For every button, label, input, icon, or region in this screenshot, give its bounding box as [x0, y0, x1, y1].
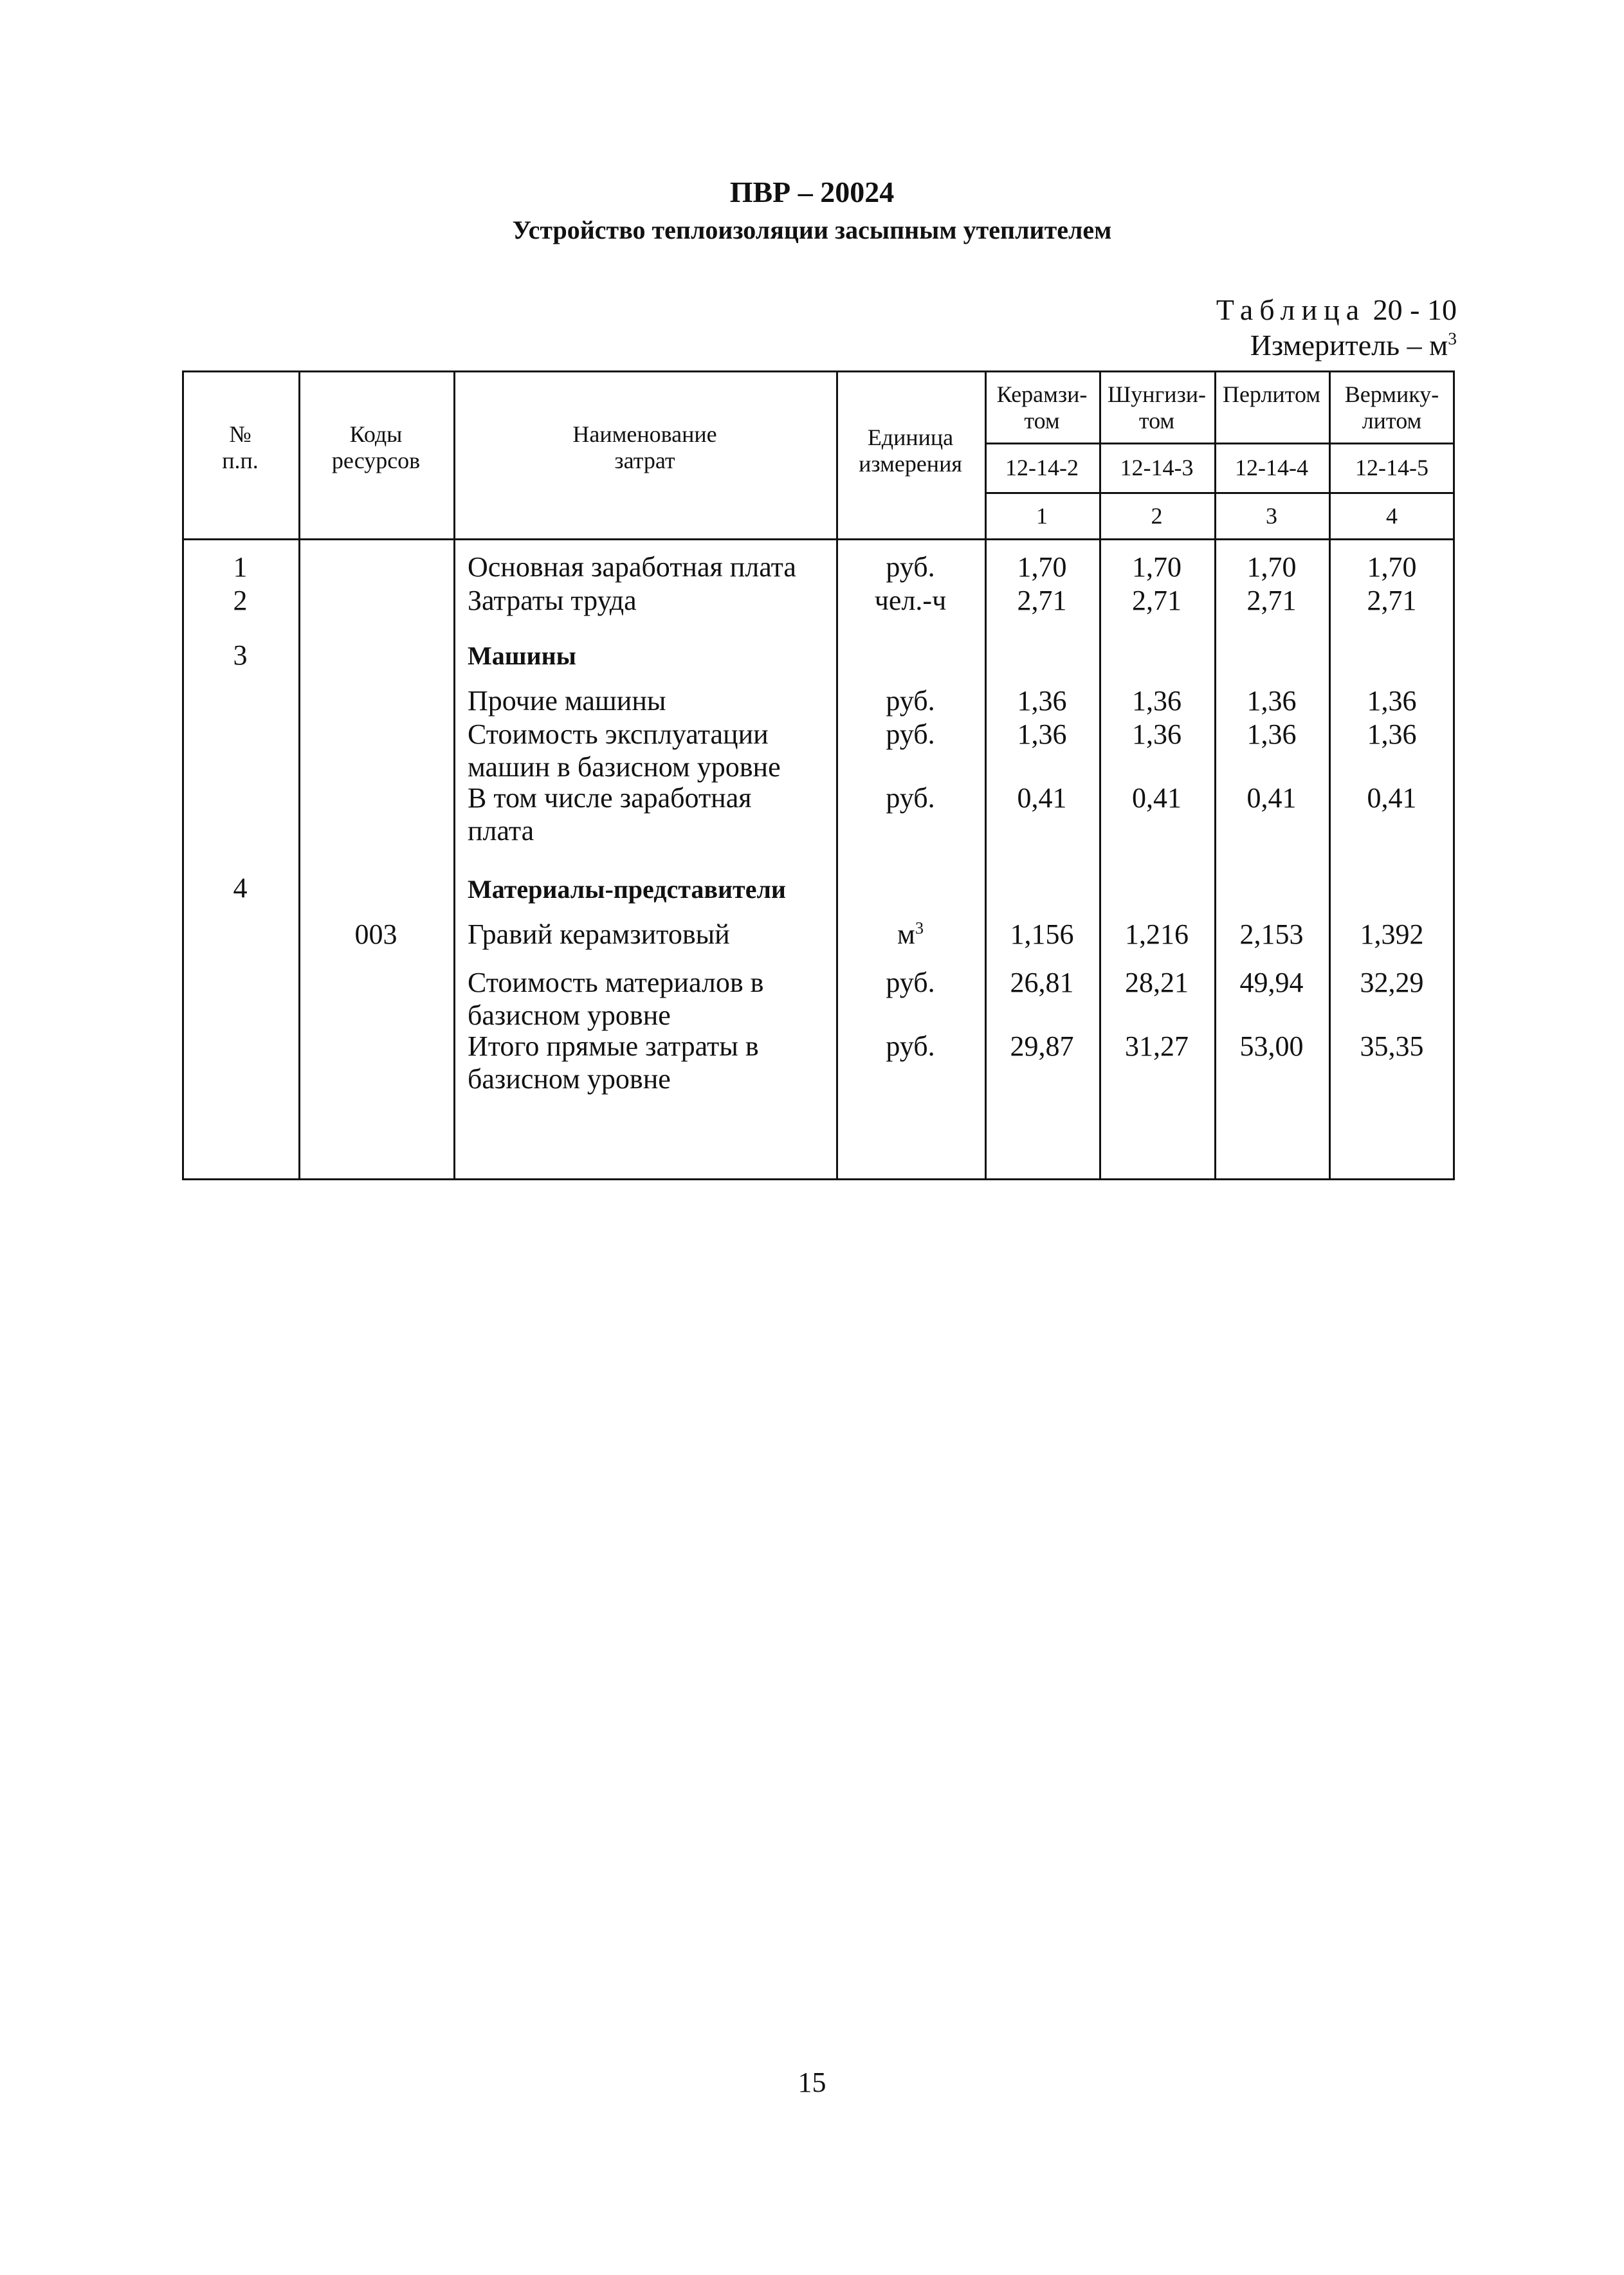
table-label — [1216, 293, 1457, 327]
document-title: ПВР – 20024 — [729, 176, 895, 208]
row-value: 1,36 — [1246, 718, 1297, 750]
material-name-line1: Вермику- — [1344, 381, 1439, 407]
material-name-line1: Керамзи- — [996, 381, 1088, 407]
row-value: 2,71 — [1246, 585, 1297, 616]
header-codes — [298, 421, 453, 475]
material-name-line1: Перлитом — [1222, 381, 1321, 407]
column-divider — [298, 370, 300, 1180]
row-value: 53,00 — [1239, 1030, 1304, 1062]
header-material-2 — [1099, 381, 1214, 435]
row-name-line1: Итого прямые затраты в — [468, 1030, 759, 1062]
material-code-4: 12-14-5 — [1355, 455, 1428, 480]
row-value: 1,36 — [1132, 718, 1182, 750]
row-unit — [836, 918, 985, 951]
row-name — [468, 781, 751, 847]
header-name-line2: затрат — [614, 448, 675, 474]
material-code-1: 12-14-2 — [1005, 455, 1079, 480]
header-codes-line1: Коды — [349, 421, 403, 447]
header-name — [453, 421, 836, 475]
resource-code: 003 — [354, 918, 397, 950]
column-index-3: 3 — [1266, 503, 1277, 529]
row-value: 0,41 — [1367, 782, 1417, 814]
row-value: 1,156 — [1010, 918, 1074, 950]
row-value: 1,70 — [1367, 551, 1417, 583]
row-value: 28,21 — [1125, 967, 1189, 998]
header-material-4 — [1329, 381, 1455, 435]
row-unit: руб. — [886, 718, 935, 750]
material-name-line1: Шунгизи- — [1107, 381, 1207, 407]
header-no-line1: № — [229, 421, 251, 447]
row-name-line1: Стоимость эксплуатации — [468, 718, 769, 750]
table-number: 20 - 10 — [1373, 293, 1457, 326]
row-number: 2 — [233, 585, 248, 616]
row-value: 1,70 — [1017, 551, 1067, 583]
row-name-line1: В том числе заработная — [468, 782, 752, 814]
row-name — [468, 718, 781, 783]
row-value: 35,35 — [1360, 1030, 1424, 1062]
row-value: 0,41 — [1017, 782, 1067, 814]
row-name: Прочие машины — [468, 685, 666, 717]
row-unit: руб. — [886, 685, 935, 717]
row-unit-exponent: 3 — [915, 918, 924, 938]
column-index-1: 1 — [1036, 503, 1048, 529]
row-unit: руб. — [886, 1030, 935, 1062]
header-material-1 — [985, 381, 1099, 435]
row-name — [468, 1030, 759, 1095]
header-material-3 — [1214, 381, 1329, 408]
row-value: 49,94 — [1239, 967, 1304, 998]
measure-label-text: Измеритель – м — [1250, 329, 1448, 361]
row-number: 3 — [233, 639, 248, 671]
header-no — [182, 421, 298, 475]
header-divider — [985, 492, 1455, 494]
row-value: 2,71 — [1017, 585, 1067, 616]
row-unit-text: м — [897, 918, 915, 950]
row-value: 1,70 — [1246, 551, 1297, 583]
row-name — [468, 966, 763, 1032]
material-name-line2: том — [1138, 408, 1175, 434]
row-name-line2: базисном уровне — [468, 1063, 671, 1095]
header-no-line2: п.п. — [222, 448, 259, 474]
row-name: Гравий керамзитовый — [468, 918, 730, 950]
row-number: 1 — [233, 551, 248, 583]
material-name-line2: литом — [1362, 408, 1422, 434]
column-index-2: 2 — [1151, 503, 1163, 529]
header-bottom-line — [182, 538, 1455, 540]
row-value: 1,36 — [1367, 685, 1417, 717]
row-value: 0,41 — [1132, 782, 1182, 814]
row-name-line2: машин в базисном уровне — [468, 751, 781, 783]
header-unit-line1: Единица — [867, 425, 954, 450]
section-heading: Машины — [468, 641, 576, 670]
column-index-4: 4 — [1386, 503, 1398, 529]
header-name-line1: Наименование — [572, 421, 717, 447]
table-word: Таблица — [1216, 293, 1366, 326]
row-value: 2,71 — [1132, 585, 1182, 616]
header-codes-line2: ресурсов — [331, 448, 421, 474]
measure-label — [1250, 328, 1457, 362]
row-value: 26,81 — [1010, 967, 1074, 998]
row-value: 1,36 — [1367, 718, 1417, 750]
row-unit: руб. — [886, 782, 935, 814]
row-name-line2: базисном уровне — [468, 1000, 671, 1032]
row-value: 1,70 — [1132, 551, 1182, 583]
material-code-3: 12-14-4 — [1235, 455, 1308, 480]
row-value: 2,153 — [1239, 918, 1304, 950]
header-unit — [836, 425, 985, 478]
page-number: 15 — [798, 2067, 826, 2098]
row-value: 1,36 — [1017, 685, 1067, 717]
material-name-line2: том — [1024, 408, 1060, 434]
column-divider — [453, 370, 455, 1180]
document-subtitle: Устройство теплоизоляции засыпным утеплителем — [512, 215, 1112, 244]
row-value: 1,216 — [1125, 918, 1189, 950]
row-value: 0,41 — [1246, 782, 1297, 814]
row-name: Затраты труда — [468, 585, 637, 616]
header-divider — [985, 443, 1455, 444]
row-unit: руб. — [886, 551, 935, 583]
measure-exponent: 3 — [1448, 328, 1457, 349]
row-name-line1: Стоимость материалов в — [468, 967, 764, 998]
row-name: Основная заработная плата — [468, 551, 796, 583]
row-name-line2: плата — [468, 815, 534, 847]
row-value: 1,392 — [1360, 918, 1424, 950]
header-unit-line2: измерения — [859, 451, 962, 477]
row-unit: руб. — [886, 967, 935, 998]
row-value: 31,27 — [1125, 1030, 1189, 1062]
material-code-2: 12-14-3 — [1120, 455, 1194, 480]
section-heading: Материалы-представители — [468, 875, 786, 904]
row-unit: чел.-ч — [874, 585, 947, 616]
row-value: 1,36 — [1017, 718, 1067, 750]
row-value: 2,71 — [1367, 585, 1417, 616]
row-number: 4 — [233, 872, 248, 904]
row-value: 29,87 — [1010, 1030, 1074, 1062]
row-value: 32,29 — [1360, 967, 1424, 998]
row-value: 1,36 — [1132, 685, 1182, 717]
row-value: 1,36 — [1246, 685, 1297, 717]
